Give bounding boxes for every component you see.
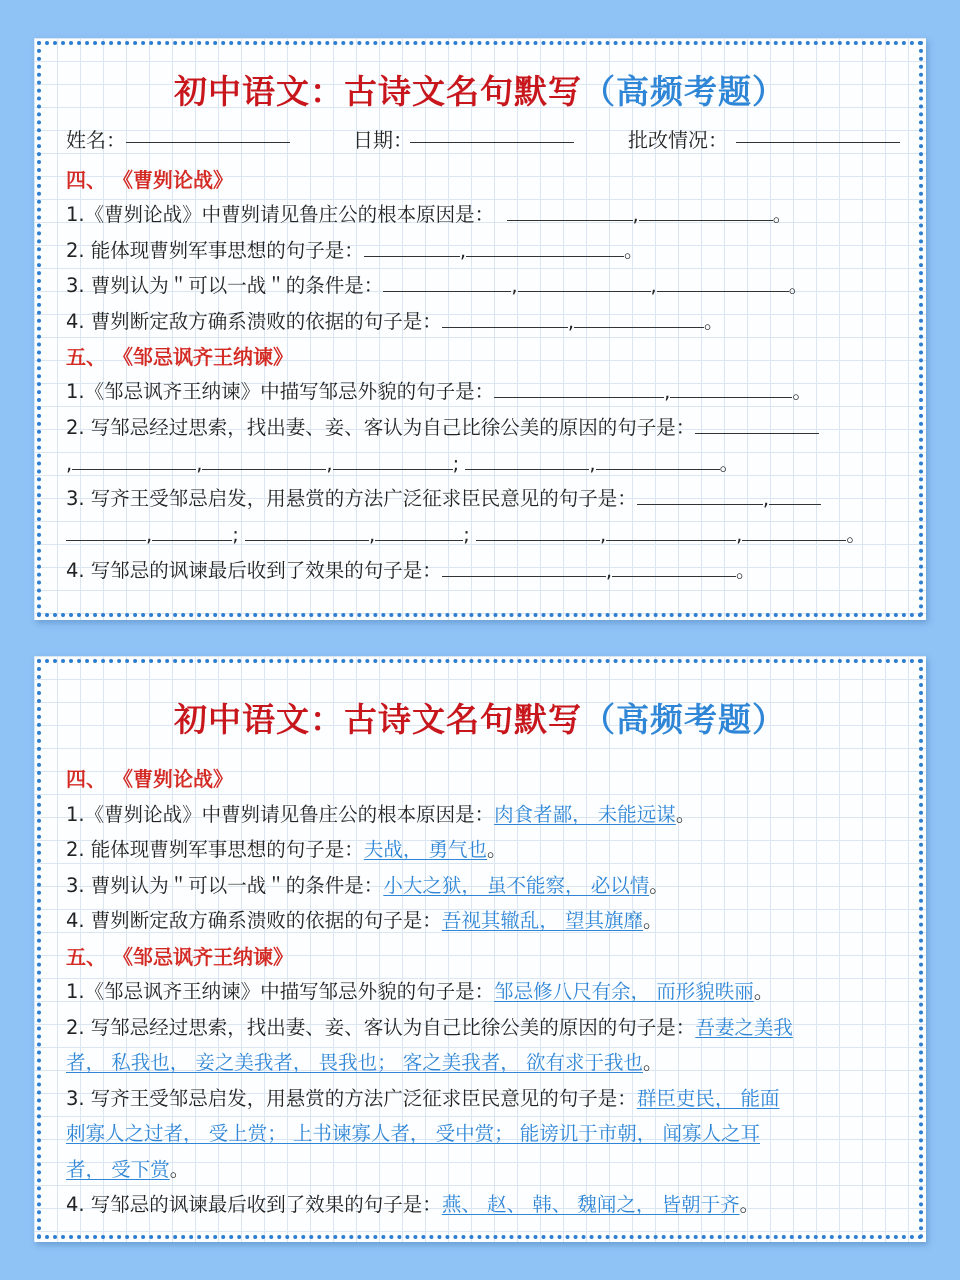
answer-blank[interactable] xyxy=(245,522,369,541)
answer-5-2: 2. 写邹忌经过思索，找出妻、妾、客认为自己比徐公美的原因的句子是：吾妻之美我 xyxy=(66,1016,793,1039)
answer-blank[interactable] xyxy=(742,522,846,541)
answer-text: 邹忌修八尺有余， 而形貌昳丽 xyxy=(494,980,754,1003)
answer-blank[interactable] xyxy=(507,202,633,221)
answer-blank[interactable] xyxy=(574,309,704,328)
answer-text: 小大之狱， 虽不能察， 必以情 xyxy=(383,874,650,897)
answer-blank[interactable] xyxy=(606,522,736,541)
answer-blank[interactable] xyxy=(465,451,589,470)
answer-blank[interactable] xyxy=(333,451,453,470)
question-5-3: 3. 写齐王受邹忌启发，用悬赏的方法广泛征求臣民意见的句子是： , xyxy=(66,486,821,512)
worksheet-card xyxy=(34,38,926,620)
answer-blank[interactable] xyxy=(375,522,463,541)
answer-text: 刺寡人之过者， 受上赏； 上书谏寡人者， 受中赏； 能谤讥于市朝， 闻寡人之耳 xyxy=(66,1122,760,1145)
grading-label: 批改情况： xyxy=(628,128,728,152)
answer-blank[interactable] xyxy=(769,486,821,505)
answer-5-3: 3. 写齐王受邹忌启发，用悬赏的方法广泛征求臣民意见的句子是：群臣吏民， 能面 xyxy=(66,1087,780,1110)
question-4-3: 3. 曹刿认为＂可以一战＂的条件是： , , 。 xyxy=(66,274,809,297)
section-heading-5: 五、 《邹忌讽齐王纳谏》 xyxy=(66,945,293,969)
date-field[interactable] xyxy=(410,142,574,143)
answer-text: 者， 受下赏 xyxy=(66,1158,170,1181)
date-label: 日期： xyxy=(353,128,413,152)
answer-blank[interactable] xyxy=(72,451,196,470)
section-heading-4: 四、 《曹刿论战》 xyxy=(66,767,233,791)
answer-4-4: 4. 曹刿断定敌方确系溃败的依据的句子是：吾视其辙乱， 望其旗靡。 xyxy=(66,909,663,932)
answer-text: 夫战， 勇气也 xyxy=(363,838,488,861)
question-4-1: 1.《曹刿论战》中曹刿请见鲁庄公的根本原因是： , 。 xyxy=(66,203,793,226)
answer-4-1: 1.《曹刿论战》中曹刿请见鲁庄公的根本原因是：肉食者鄙， 未能远谋。 xyxy=(66,803,696,826)
answer-text: 吾妻之美我 xyxy=(695,1016,793,1039)
question-4-2: 2. 能体现曹刿军事思想的句子是： , 。 xyxy=(66,239,644,262)
answer-blank[interactable] xyxy=(442,309,568,328)
question-5-4: 4. 写邹忌的讽谏最后收到了效果的句子是： , 。 xyxy=(66,559,756,582)
section-heading-4: 四、 《曹刿论战》 xyxy=(66,168,233,192)
answer-blank[interactable] xyxy=(612,558,736,577)
answer-4-2: 2. 能体现曹刿军事思想的句子是：夫战， 勇气也。 xyxy=(66,838,507,861)
answer-text: 燕、 赵、 韩、 魏闻之， 皆朝于齐 xyxy=(441,1193,740,1216)
question-5-2: 2. 写邹忌经过思索，找出妻、妾、客认为自己比徐公美的原因的句子是： xyxy=(66,415,819,441)
answer-blank[interactable] xyxy=(442,558,606,577)
worksheet-title: 初中语文：古诗文名句默写（高频考题） xyxy=(174,72,786,111)
answer-blank[interactable] xyxy=(596,451,720,470)
question-5-2-cont: , , , ; , 。 xyxy=(66,452,740,475)
answer-4-3: 3. 曹刿认为＂可以一战＂的条件是：小大之狱， 虽不能察， 必以情。 xyxy=(66,874,669,897)
name-field[interactable] xyxy=(126,142,290,143)
answer-text: 者， 私我也， 妾之美我者， 畏我也； 客之美我者， 欲有求于我也 xyxy=(66,1051,643,1074)
question-5-1: 1.《邹忌讽齐王纳谏》中描写邹忌外貌的句子是： , 。 xyxy=(66,380,812,403)
answer-text: 群臣吏民， 能面 xyxy=(636,1087,780,1110)
answer-blank[interactable] xyxy=(202,451,326,470)
answer-blank[interactable] xyxy=(494,379,664,398)
answer-blank[interactable] xyxy=(518,273,651,292)
question-4-4: 4. 曹刿断定敌方确系溃败的依据的句子是： , 。 xyxy=(66,310,724,333)
answer-5-3-cont xyxy=(66,1121,760,1147)
answer-blank[interactable] xyxy=(466,238,624,257)
answer-blank[interactable] xyxy=(657,273,789,292)
answer-5-2-cont: 者， 私我也， 妾之美我者， 畏我也； 客之美我者， 欲有求于我也。 xyxy=(66,1051,663,1074)
answer-blank[interactable] xyxy=(476,522,600,541)
answer-5-3-cont2: 者， 受下赏。 xyxy=(66,1158,190,1181)
answer-blank[interactable] xyxy=(152,522,232,541)
answer-blank[interactable] xyxy=(639,202,773,221)
answer-blank[interactable] xyxy=(637,486,763,505)
answer-blank[interactable] xyxy=(383,273,511,292)
question-5-3-cont: , ; , ; , , 。 xyxy=(66,522,866,548)
name-label: 姓名： xyxy=(66,128,126,152)
answer-blank[interactable] xyxy=(66,522,146,541)
answer-key-card xyxy=(34,656,926,1242)
answer-blank[interactable] xyxy=(695,415,819,434)
answer-blank[interactable] xyxy=(364,238,460,257)
answer-5-4: 4. 写邹忌的讽谏最后收到了效果的句子是：燕、 赵、 韩、 魏闻之， 皆朝于齐。 xyxy=(66,1193,760,1216)
grading-field[interactable] xyxy=(736,142,900,143)
answer-text: 肉食者鄙， 未能远谋 xyxy=(494,803,676,826)
answer-5-1: 1.《邹忌讽齐王纳谏》中描写邹忌外貌的句子是：邹忌修八尺有余， 而形貌昳丽。 xyxy=(66,980,774,1003)
answer-text: 吾视其辙乱， 望其旗靡 xyxy=(441,909,644,932)
section-heading-5: 五、 《邹忌讽齐王纳谏》 xyxy=(66,345,293,369)
answer-blank[interactable] xyxy=(670,379,792,398)
answer-key-title: 初中语文：古诗文名句默写（高频考题） xyxy=(174,700,786,739)
